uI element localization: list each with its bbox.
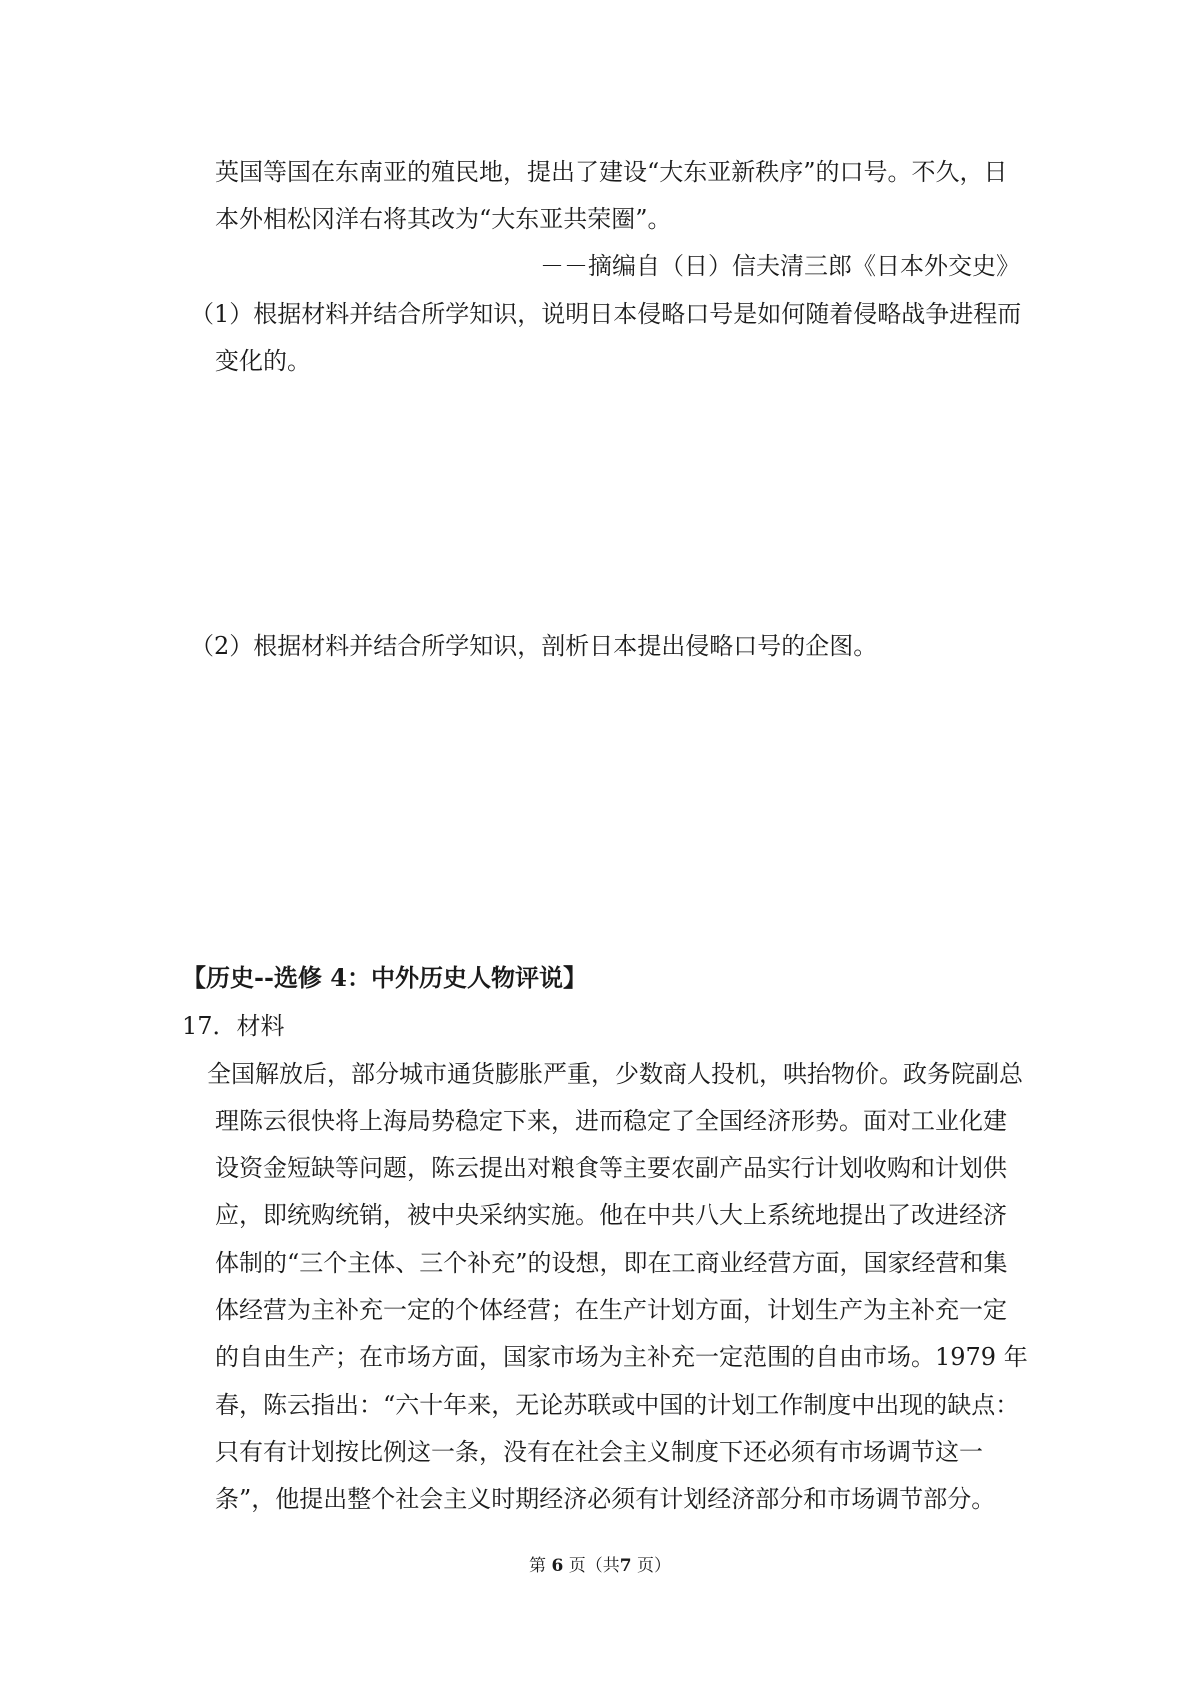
question-2: （2）根据材料并结合所学知识，剖析日本提出侵略口号的企图。 xyxy=(190,632,878,660)
paragraph-line: 的自由生产；在市场方面，国家市场为主补充一定范围的自由市场。1979 年 xyxy=(215,1343,1028,1371)
section-title: 【历史--选修 4：中外历史人物评说】 xyxy=(182,963,587,992)
paragraph-line: 理陈云很快将上海局势稳定下来，进而稳定了全国经济形势。面对工业化建 xyxy=(215,1107,1007,1135)
material-line: 本外相松冈洋右将其改为“大东亚共荣圈”。 xyxy=(215,205,672,233)
page-footer xyxy=(0,1554,1200,1578)
paragraph-line: 全国解放后，部分城市通货膨胀严重，少数商人投机，哄抬物价。政务院副总 xyxy=(207,1060,1023,1088)
footer-middle: 页（共 xyxy=(568,1556,620,1576)
paragraph-line: 体经营为主补充一定的个体经营；在生产计划方面，计划生产为主补充一定 xyxy=(215,1296,1007,1324)
question-number: 17．材料 xyxy=(182,1012,285,1040)
paragraph-line: 条”，他提出整个社会主义时期经济必须有计划经济部分和市场调节部分。 xyxy=(215,1485,996,1513)
footer-suffix: 页） xyxy=(636,1556,671,1576)
footer-total-pages: 7 xyxy=(619,1556,632,1576)
paragraph-line: 春，陈云指出：“六十年来，无论苏联或中国的计划工作制度中出现的缺点： xyxy=(215,1391,1020,1419)
footer-page-number: 6 xyxy=(551,1556,564,1576)
paragraph-line: 只有有计划按比例这一条，没有在社会主义制度下还必须有市场调节这一 xyxy=(215,1438,983,1466)
material-line: 英国等国在东南亚的殖民地，提出了建设“大东亚新秩序”的口号。不久，日 xyxy=(215,158,1008,186)
question-1-line: （1）根据材料并结合所学知识，说明日本侵略口号是如何随着侵略战争进程而 xyxy=(190,300,1022,328)
footer-prefix: 第 xyxy=(529,1556,547,1576)
paragraph-line: 设资金短缺等问题，陈云提出对粮食等主要农副产品实行计划收购和计划供 xyxy=(215,1154,1007,1182)
question-1-line: 变化的。 xyxy=(215,347,311,375)
paragraph-line: 应，即统购统销，被中央采纳实施。他在中共八大上系统地提出了改进经济 xyxy=(215,1201,1007,1229)
material-source: －－摘编自（日）信夫清三郎《日本外交史》 xyxy=(540,252,1020,280)
paragraph-line: 体制的“三个主体、三个补充”的设想，即在工商业经营方面，国家经营和集 xyxy=(215,1249,1008,1277)
